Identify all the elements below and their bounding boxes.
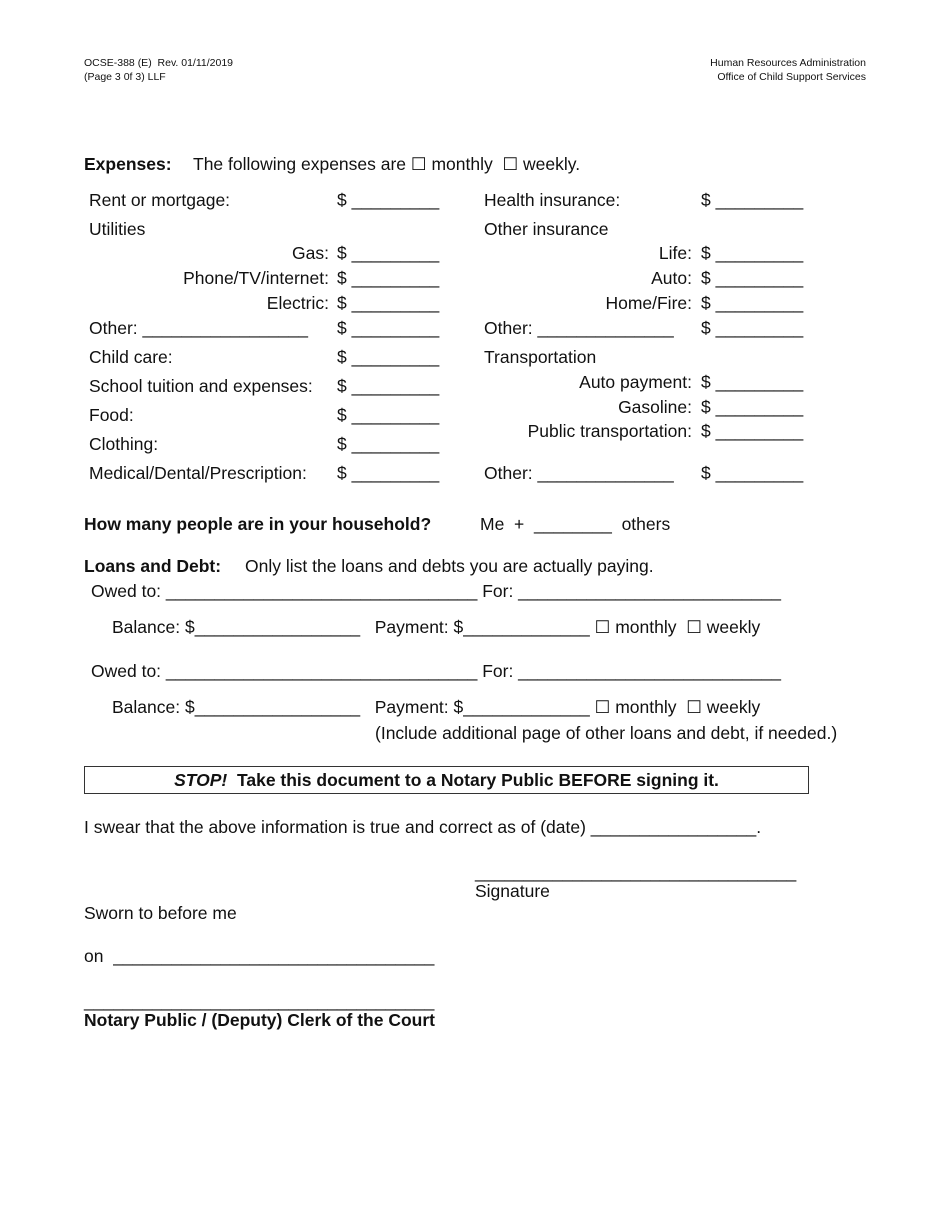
rent-label: Rent or mortgage:: [89, 190, 231, 210]
food-label: Food:: [89, 405, 134, 425]
tuition-amount[interactable]: $ _________: [337, 376, 440, 396]
loans-label: Loans and Debt:: [84, 556, 222, 576]
gas-label: Gas:: [292, 243, 329, 263]
electric-label: Electric:: [266, 293, 329, 313]
loan-2-balance-line[interactable]: Balance: $_________________ Payment: $_____________ ☐ monthly ☐ weekly: [112, 697, 761, 717]
loans-note: (Include additional page of other loans and debt, if needed.): [375, 723, 838, 743]
rent-amount[interactable]: $ _________: [337, 190, 440, 210]
notary-signature-line[interactable]: ____________________________________: [84, 991, 435, 1011]
phone-amount[interactable]: $ _________: [337, 268, 440, 288]
loan-1-owed-line[interactable]: Owed to: ________________________________ For: ___________________________: [91, 581, 781, 601]
other-insurance-label: Other insurance: [484, 219, 609, 239]
life-label: Life:: [658, 243, 692, 263]
utilities-label: Utilities: [89, 219, 146, 239]
sworn-text: Sworn to before me: [84, 903, 237, 923]
food-amount[interactable]: $ _________: [337, 405, 440, 425]
right-other-amount-2[interactable]: $ _________: [701, 463, 804, 483]
stop-text: STOP!: [174, 770, 228, 790]
auto-label: Auto:: [651, 268, 692, 288]
gasoline-amount[interactable]: $ _________: [701, 397, 804, 417]
child-care-label: Child care:: [89, 347, 173, 367]
gas-amount[interactable]: $ _________: [337, 243, 440, 263]
public-transport-amount[interactable]: $ _________: [701, 421, 804, 441]
expenses-intro: The following expenses are ☐ monthly ☐ weekly.: [193, 154, 581, 174]
notary-notice-box: [84, 766, 809, 794]
right-other-label-2: Other: ______________: [484, 463, 674, 483]
household-question: How many people are in your household?: [84, 514, 432, 534]
loan-1-balance-line[interactable]: Balance: $_________________ Payment: $_____________ ☐ monthly ☐ weekly: [112, 617, 761, 637]
page-info: (Page 3 0f 3) LLF: [84, 71, 166, 83]
signature-line[interactable]: _________________________________: [475, 862, 797, 882]
life-amount[interactable]: $ _________: [701, 243, 804, 263]
health-insurance-amount[interactable]: $ _________: [701, 190, 804, 210]
left-other-amount[interactable]: $ _________: [337, 318, 440, 338]
sworn-date-line[interactable]: on _________________________________: [84, 946, 435, 966]
right-other-label-1: Other: ______________: [484, 318, 674, 338]
gasoline-label: Gasoline:: [618, 397, 692, 417]
home-fire-amount[interactable]: $ _________: [701, 293, 804, 313]
health-insurance-label: Health insurance:: [484, 190, 621, 210]
expenses-label: Expenses:: [84, 154, 172, 174]
clothing-amount[interactable]: $ _________: [337, 434, 440, 454]
right-other-amount-1[interactable]: $ _________: [701, 318, 804, 338]
auto-amount[interactable]: $ _________: [701, 268, 804, 288]
left-other-label: Other: _________________: [89, 318, 308, 338]
loans-intro: Only list the loans and debts you are actually paying.: [245, 556, 654, 576]
oath-statement[interactable]: I swear that the above information is true and correct as of (date) _________________.: [84, 817, 762, 837]
notice-text: Take this document to a Notary Public BEFORE signing it.: [236, 770, 719, 790]
form-id: OCSE-388 (E) Rev. 01/11/2019: [84, 57, 234, 69]
home-fire-label: Home/Fire:: [605, 293, 692, 313]
office-name: Office of Child Support Services: [717, 71, 866, 83]
household-answer[interactable]: Me + ________ others: [480, 514, 671, 534]
electric-amount[interactable]: $ _________: [337, 293, 440, 313]
tuition-label: School tuition and expenses:: [89, 376, 313, 396]
child-care-amount[interactable]: $ _________: [337, 347, 440, 367]
notary-label: Notary Public / (Deputy) Clerk of the Court: [84, 1010, 435, 1030]
notary-notice: [85, 770, 808, 791]
phone-label: Phone/TV/internet:: [183, 268, 329, 288]
clothing-label: Clothing:: [89, 434, 159, 454]
transportation-label: Transportation: [484, 347, 597, 367]
auto-payment-label: Auto payment:: [579, 372, 692, 392]
loan-2-owed-line[interactable]: Owed to: ________________________________ For: ___________________________: [91, 661, 781, 681]
medical-label: Medical/Dental/Prescription:: [89, 463, 307, 483]
auto-payment-amount[interactable]: $ _________: [701, 372, 804, 392]
signature-label: Signature: [475, 881, 550, 901]
public-transport-label: Public transportation:: [527, 421, 692, 441]
medical-amount[interactable]: $ _________: [337, 463, 440, 483]
agency-name: Human Resources Administration: [710, 57, 866, 69]
